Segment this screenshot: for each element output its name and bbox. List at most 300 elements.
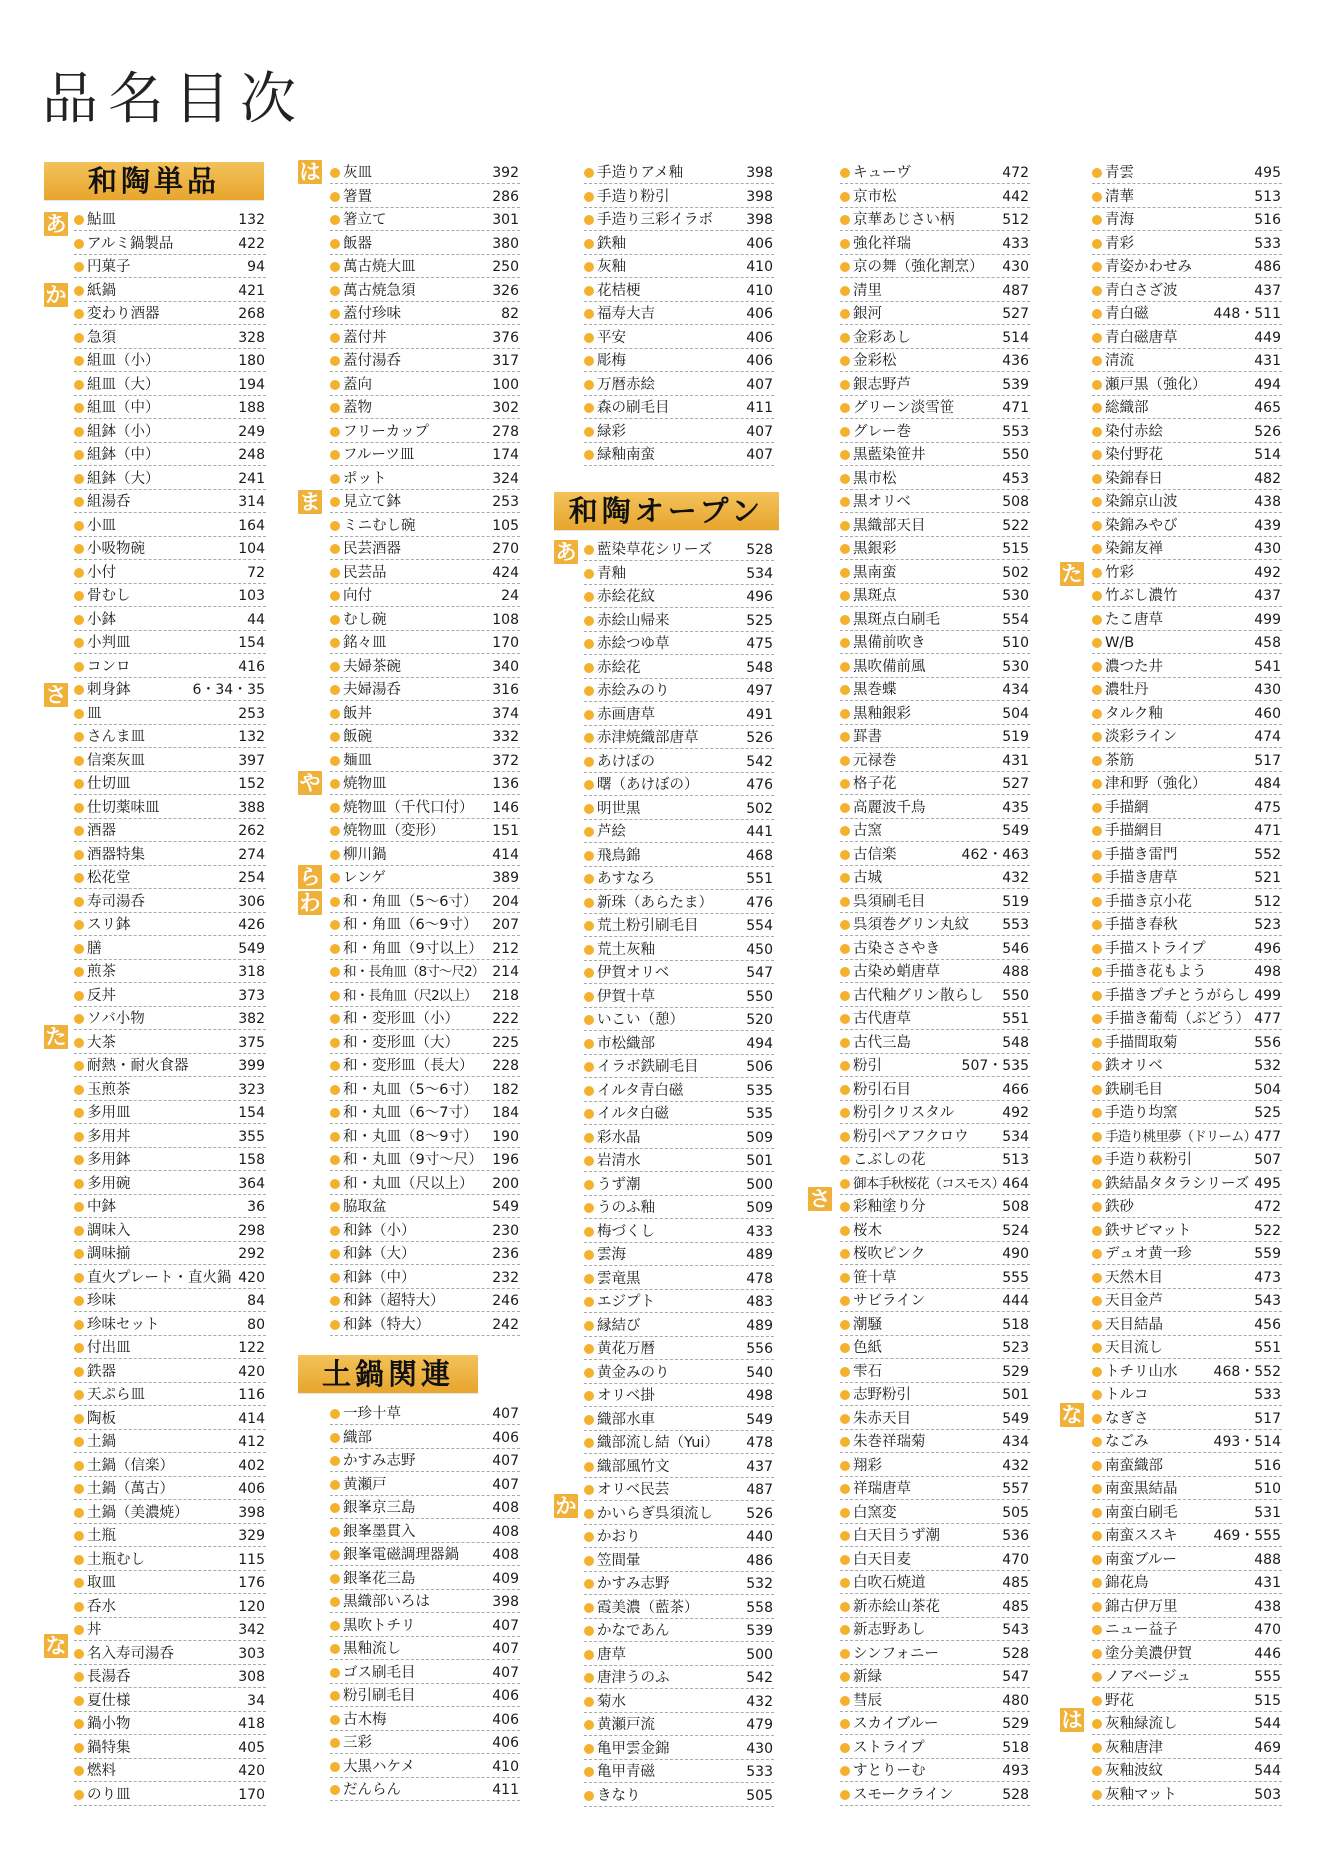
entry-page: 500 xyxy=(746,1646,773,1663)
entry-name: 古信楽 xyxy=(853,846,897,863)
index-entry xyxy=(330,961,520,983)
entry-page: 409 xyxy=(492,1570,519,1587)
bullet-icon xyxy=(840,1249,850,1259)
entry-name: 鍋特集 xyxy=(87,1739,131,1756)
entry-page: 514 xyxy=(1002,329,1029,346)
entry-name: 蓋向 xyxy=(343,376,372,393)
entry-name: 手描網 xyxy=(1105,799,1149,816)
entry-page: 420 xyxy=(238,1763,265,1779)
entry-name: 手造り桃里夢（ドリーム） xyxy=(1105,1128,1257,1145)
entry-page: 407 xyxy=(492,1453,519,1469)
bullet-icon xyxy=(330,450,340,460)
entry-name: 手描間取菊 xyxy=(1105,1034,1178,1051)
index-entry xyxy=(330,585,520,607)
index-entry xyxy=(1092,1784,1282,1806)
bullet-icon xyxy=(584,333,594,343)
entry-name: イルタ青白磁 xyxy=(597,1082,684,1099)
kana-index-sa: さ xyxy=(45,683,67,707)
bullet-icon xyxy=(74,239,84,249)
bullet-icon xyxy=(840,474,850,484)
entry-page: 438 xyxy=(1254,1598,1281,1615)
entry-page: 392 xyxy=(492,165,519,181)
entry-name: 和鉢（大） xyxy=(343,1246,416,1262)
bullet-icon xyxy=(584,1180,594,1190)
bullet-icon xyxy=(330,309,340,319)
bullet-icon xyxy=(584,1156,594,1166)
entry-page: 488 xyxy=(1254,1551,1281,1568)
entry-page: 278 xyxy=(492,423,519,440)
bullet-icon xyxy=(74,1249,84,1259)
bullet-icon xyxy=(584,168,594,178)
bullet-icon xyxy=(1092,1719,1102,1729)
entry-name: 梅づくし xyxy=(597,1223,655,1240)
bullet-icon xyxy=(74,1155,84,1165)
entry-name: たこ唐草 xyxy=(1105,611,1163,628)
entry-page: 516 xyxy=(1254,1457,1281,1474)
bullet-icon xyxy=(1092,1202,1102,1212)
bullet-icon xyxy=(584,1650,594,1660)
bullet-icon xyxy=(330,1597,340,1607)
entry-page: 535 xyxy=(746,1082,773,1099)
index-entry xyxy=(840,1173,1030,1195)
index-entry xyxy=(330,938,520,960)
bullet-icon xyxy=(330,286,340,296)
index-entry xyxy=(840,726,1030,748)
bullet-icon xyxy=(840,521,850,531)
entry-page: 437 xyxy=(746,1458,773,1475)
bullet-icon xyxy=(1092,803,1102,813)
entry-name: 黒織部天目 xyxy=(853,517,926,534)
index-entry xyxy=(584,1432,774,1454)
index-entry xyxy=(74,1008,266,1030)
entry-name: 染錦京山波 xyxy=(1105,494,1178,510)
entry-name: 粉引石目 xyxy=(853,1081,911,1098)
index-entry xyxy=(74,1149,266,1171)
index-entry xyxy=(840,1760,1030,1782)
bullet-icon xyxy=(74,709,84,719)
bullet-icon xyxy=(840,1085,850,1095)
bullet-icon xyxy=(330,1550,340,1560)
entry-name: 御本手秋桜花（コスモス） xyxy=(853,1175,1005,1192)
entry-name: だんらん xyxy=(343,1782,401,1798)
bullet-icon xyxy=(840,638,850,648)
entry-name: W/B xyxy=(1105,635,1135,651)
entry-name: デュオ黄一珍 xyxy=(1105,1246,1192,1262)
index-entry xyxy=(330,397,520,419)
index-entry xyxy=(1092,1102,1282,1124)
index-entry xyxy=(330,1497,520,1519)
index-entry xyxy=(1092,844,1282,866)
index-entry xyxy=(584,1080,774,1102)
bullet-icon xyxy=(584,262,594,272)
entry-page: 549 xyxy=(746,1411,773,1428)
bullet-icon xyxy=(1092,1038,1102,1048)
bullet-icon xyxy=(1092,1108,1102,1118)
entry-page: 410 xyxy=(492,1758,519,1775)
bullet-icon xyxy=(840,286,850,296)
bullet-icon xyxy=(840,779,850,789)
bullet-icon xyxy=(840,1038,850,1048)
entry-name: ミニむし碗 xyxy=(343,517,416,534)
entry-page: 318 xyxy=(238,964,265,980)
bullet-icon xyxy=(330,1644,340,1654)
index-entry xyxy=(584,303,774,325)
index-entry xyxy=(584,727,774,749)
entry-name: 染付赤絵 xyxy=(1105,423,1163,440)
index-entry xyxy=(584,1785,774,1807)
entry-page: 412 xyxy=(238,1434,265,1450)
entry-page: 549 xyxy=(1002,823,1029,839)
entry-page: 184 xyxy=(492,1105,519,1121)
index-entry xyxy=(840,961,1030,983)
bullet-icon xyxy=(330,380,340,390)
bullet-icon xyxy=(584,215,594,225)
bullet-icon xyxy=(1092,1437,1102,1447)
entry-name: 反丼 xyxy=(87,987,116,1004)
index-entry xyxy=(74,1290,266,1312)
index-entry xyxy=(1092,374,1282,396)
entry-page: 551 xyxy=(1254,1340,1281,1356)
entry-page: 158 xyxy=(238,1152,265,1168)
entry-page: 302 xyxy=(492,400,519,416)
index-entry xyxy=(840,1196,1030,1218)
bullet-icon xyxy=(330,474,340,484)
entry-name: 新緑 xyxy=(853,1669,882,1685)
bullet-icon xyxy=(74,380,84,390)
index-entry xyxy=(330,632,520,654)
index-entry xyxy=(840,585,1030,607)
entry-name: 黒藍染笹井 xyxy=(853,447,926,463)
entry-page: 308 xyxy=(238,1669,265,1685)
index-entry xyxy=(1092,1431,1282,1453)
index-entry xyxy=(330,327,520,349)
entry-name: 淡彩ライン xyxy=(1105,729,1178,745)
entry-page: 478 xyxy=(746,1270,773,1287)
entry-page: 376 xyxy=(492,329,519,346)
entry-page: 477 xyxy=(1254,1011,1281,1027)
index-entry xyxy=(330,750,520,772)
entry-name: 珍味セット xyxy=(87,1316,160,1333)
entry-name: 調味揃 xyxy=(87,1246,131,1262)
bullet-icon xyxy=(1092,544,1102,554)
bullet-icon xyxy=(1092,1555,1102,1565)
entry-name: 飛鳥錦 xyxy=(597,847,641,864)
index-entry xyxy=(1092,1196,1282,1218)
index-entry xyxy=(584,1597,774,1619)
index-entry xyxy=(74,1079,266,1101)
entry-name: 赤絵花 xyxy=(597,659,641,676)
bullet-icon xyxy=(1092,615,1102,625)
entry-name: 亀甲青磁 xyxy=(597,1764,655,1780)
bullet-icon xyxy=(840,1320,850,1330)
bullet-icon xyxy=(584,992,594,1002)
index-entry xyxy=(74,1196,266,1218)
entry-page: 214 xyxy=(492,964,519,980)
entry-name: 白吹石焼道 xyxy=(853,1575,926,1591)
entry-page: 524 xyxy=(1002,1222,1029,1239)
bullet-icon xyxy=(74,1038,84,1048)
entry-page: 456 xyxy=(1254,1316,1281,1333)
entry-name: 黒南蛮 xyxy=(853,564,897,581)
entry-name: 灰釉唐津 xyxy=(1105,1739,1163,1756)
index-entry xyxy=(840,1784,1030,1806)
index-entry xyxy=(840,1126,1030,1148)
index-entry xyxy=(330,1709,520,1731)
entry-page: 407 xyxy=(492,1617,519,1634)
entry-page: 518 xyxy=(1002,1316,1029,1333)
index-entry xyxy=(1092,703,1282,725)
entry-name: 見立て鉢 xyxy=(343,494,401,510)
bullet-icon xyxy=(330,1621,340,1631)
index-entry xyxy=(1092,938,1282,960)
bullet-icon xyxy=(840,1414,850,1424)
index-entry xyxy=(74,1760,266,1782)
entry-name: 青釉 xyxy=(597,565,626,582)
entry-page: 249 xyxy=(238,423,265,440)
entry-page: 6・34・35 xyxy=(192,682,265,698)
index-entry xyxy=(330,1638,520,1660)
index-entry xyxy=(840,1572,1030,1594)
entry-page: 222 xyxy=(492,1011,519,1027)
entry-page: 374 xyxy=(492,705,519,722)
entry-page: 225 xyxy=(492,1034,519,1051)
bullet-icon xyxy=(1092,1531,1102,1541)
entry-page: 535 xyxy=(746,1106,773,1122)
entry-name: 菊水 xyxy=(597,1693,626,1710)
entry-name: 潮騒 xyxy=(853,1316,882,1333)
bullet-icon xyxy=(1092,1602,1102,1612)
bullet-icon xyxy=(584,1485,594,1495)
bullet-icon xyxy=(1092,215,1102,225)
index-entry xyxy=(1092,1055,1282,1077)
entry-page: 499 xyxy=(1254,611,1281,628)
entry-page: 468・552 xyxy=(1213,1363,1281,1380)
bullet-icon xyxy=(840,1179,850,1189)
bullet-icon xyxy=(330,1480,340,1490)
bullet-icon xyxy=(74,1390,84,1400)
entry-page: 420 xyxy=(238,1269,265,1286)
entry-page: 527 xyxy=(1002,306,1029,322)
index-entry xyxy=(74,1384,266,1406)
entry-page: 176 xyxy=(238,1575,265,1591)
entry-name: 福寿大吉 xyxy=(597,306,655,322)
entry-page: 477 xyxy=(1254,1128,1281,1145)
entry-page: 534 xyxy=(1002,1128,1029,1145)
entry-page: 372 xyxy=(492,752,519,769)
entry-page: 430 xyxy=(1002,259,1029,275)
entry-name: 雫石 xyxy=(853,1363,882,1380)
entry-name: 手描き春秋 xyxy=(1105,917,1178,933)
entry-name: 変わり酒器 xyxy=(87,306,160,322)
entry-name: 飯器 xyxy=(343,235,372,252)
bullet-icon xyxy=(74,1743,84,1753)
entry-name: 酒器 xyxy=(87,823,116,839)
entry-page: 472 xyxy=(1254,1199,1281,1215)
entry-page: 551 xyxy=(1002,1011,1029,1027)
entry-name: 土鍋（信楽） xyxy=(87,1457,174,1474)
entry-name: 色紙 xyxy=(853,1340,882,1356)
entry-name: 市松織部 xyxy=(597,1035,655,1052)
entry-page: 557 xyxy=(1002,1481,1029,1497)
bullet-icon xyxy=(840,1367,850,1377)
entry-name: 霞美濃（藍茶） xyxy=(597,1599,699,1616)
index-entry xyxy=(74,985,266,1007)
bullet-icon xyxy=(584,403,594,413)
index-entry xyxy=(584,798,774,820)
entry-name: イルタ白磁 xyxy=(597,1106,669,1122)
bullet-icon xyxy=(584,1133,594,1143)
bullet-icon xyxy=(1092,662,1102,672)
bullet-icon xyxy=(584,1767,594,1777)
entry-name: 仕切薬味皿 xyxy=(87,799,160,816)
entry-page: 542 xyxy=(746,753,773,770)
index-entry xyxy=(840,1478,1030,1500)
bullet-icon xyxy=(74,638,84,648)
entry-page: 539 xyxy=(746,1623,773,1639)
index-entry xyxy=(584,1315,774,1337)
entry-page: 426 xyxy=(238,917,265,933)
entry-name: 手描き雷門 xyxy=(1105,846,1178,863)
bullet-icon xyxy=(74,474,84,484)
index-entry xyxy=(1092,562,1282,584)
bullet-icon xyxy=(74,1226,84,1236)
index-entry xyxy=(584,1174,774,1196)
entry-page: 471 xyxy=(1002,400,1029,416)
index-entry xyxy=(74,1525,266,1547)
index-entry xyxy=(1092,585,1282,607)
index-entry xyxy=(330,1756,520,1778)
entry-name: 組鉢（大） xyxy=(87,470,160,487)
entry-page: 298 xyxy=(238,1222,265,1239)
index-entry xyxy=(840,1243,1030,1265)
index-entry xyxy=(840,820,1030,842)
entry-name: 青海 xyxy=(1105,212,1134,228)
bullet-icon xyxy=(1092,709,1102,719)
entry-page: 431 xyxy=(1002,752,1029,769)
kana-index-sa: さ xyxy=(809,1187,831,1211)
bullet-icon xyxy=(1092,991,1102,1001)
entry-name: 銀峯京三島 xyxy=(343,1500,416,1516)
entry-page: 490 xyxy=(1002,1246,1029,1262)
index-entry xyxy=(330,914,520,936)
index-entry xyxy=(330,1544,520,1566)
index-entry xyxy=(1092,750,1282,772)
bullet-icon xyxy=(1092,1414,1102,1424)
bullet-icon xyxy=(1092,262,1102,272)
bullet-icon xyxy=(1092,1766,1102,1776)
entry-page: 407 xyxy=(746,447,773,463)
index-entry xyxy=(74,1643,266,1665)
bullet-icon xyxy=(840,826,850,836)
entry-name: なごみ xyxy=(1105,1434,1149,1450)
entry-name: 鉄砂 xyxy=(1105,1199,1134,1215)
bullet-icon xyxy=(330,638,340,648)
index-entry xyxy=(330,1008,520,1030)
kana-index-ta: た xyxy=(45,1025,67,1049)
entry-name: 多用碗 xyxy=(87,1175,131,1192)
entry-name: グリーン淡雪笹 xyxy=(853,400,955,416)
entry-page: 407 xyxy=(746,423,773,440)
bullet-icon xyxy=(74,591,84,601)
entry-name: 藍染草花シリーズ xyxy=(597,542,713,558)
entry-page: 530 xyxy=(1002,588,1029,604)
entry-page: 405 xyxy=(238,1739,265,1756)
bullet-icon xyxy=(330,333,340,343)
index-entry xyxy=(840,468,1030,490)
kana-index-a: あ xyxy=(45,212,67,236)
entry-page: 80 xyxy=(247,1316,265,1333)
index-entry xyxy=(584,751,774,773)
index-entry xyxy=(74,350,266,372)
bullet-icon xyxy=(330,1296,340,1306)
index-entry xyxy=(1092,1596,1282,1618)
entry-page: 120 xyxy=(238,1598,265,1615)
entry-page: 474 xyxy=(1254,729,1281,745)
bullet-icon xyxy=(840,262,850,272)
index-entry xyxy=(1092,1737,1282,1759)
entry-page: 486 xyxy=(1254,259,1281,275)
index-entry xyxy=(74,397,266,419)
entry-name: 夫婦茶碗 xyxy=(343,658,401,675)
entry-page: 460 xyxy=(1254,705,1281,722)
entry-page: 406 xyxy=(492,1711,519,1728)
index-entry xyxy=(74,538,266,560)
index-entry xyxy=(584,1667,774,1689)
index-entry xyxy=(330,350,520,372)
entry-name: 亀甲雲金錦 xyxy=(597,1740,670,1757)
bullet-icon xyxy=(1092,591,1102,601)
entry-page: 407 xyxy=(492,1664,519,1681)
entry-page: 154 xyxy=(238,635,265,651)
entry-name: 骨むし xyxy=(87,588,131,604)
entry-page: 485 xyxy=(1002,1575,1029,1591)
entry-name: 黒巻蝶 xyxy=(853,682,897,698)
entry-page: 180 xyxy=(238,353,265,369)
entry-page: 494 xyxy=(746,1035,773,1052)
entry-name: 刺身鉢 xyxy=(87,682,131,698)
index-entry xyxy=(1092,1525,1282,1547)
entry-page: 375 xyxy=(238,1034,265,1051)
entry-name: 総織部 xyxy=(1105,400,1149,416)
bullet-icon xyxy=(840,168,850,178)
entry-name: 付出皿 xyxy=(87,1340,131,1356)
index-entry xyxy=(584,421,774,443)
entry-page: 408 xyxy=(492,1523,519,1540)
index-entry xyxy=(840,750,1030,772)
entry-name: 粉引刷毛目 xyxy=(343,1688,416,1704)
entry-name: 白窯変 xyxy=(853,1504,897,1521)
entry-name: 陶板 xyxy=(87,1410,116,1427)
bullet-icon xyxy=(330,427,340,437)
index-entry xyxy=(1092,1079,1282,1101)
entry-page: 407 xyxy=(492,1476,519,1493)
entry-name: 名入寿司湯呑 xyxy=(87,1645,174,1662)
entry-page: 475 xyxy=(1254,799,1281,816)
entry-name: 銀峯花三島 xyxy=(343,1570,416,1587)
bullet-icon xyxy=(74,1296,84,1306)
entry-page: 475 xyxy=(746,636,773,652)
index-entry xyxy=(330,844,520,866)
index-entry xyxy=(74,468,266,490)
bullet-icon xyxy=(584,1462,594,1472)
entry-name: 粉引クリスタル xyxy=(853,1105,955,1121)
entry-name: 赤画唐草 xyxy=(597,706,655,723)
bullet-icon xyxy=(1092,944,1102,954)
index-entry xyxy=(840,1149,1030,1171)
bullet-icon xyxy=(330,1038,340,1048)
index-entry xyxy=(1092,303,1282,325)
entry-name: 呑水 xyxy=(87,1598,116,1615)
